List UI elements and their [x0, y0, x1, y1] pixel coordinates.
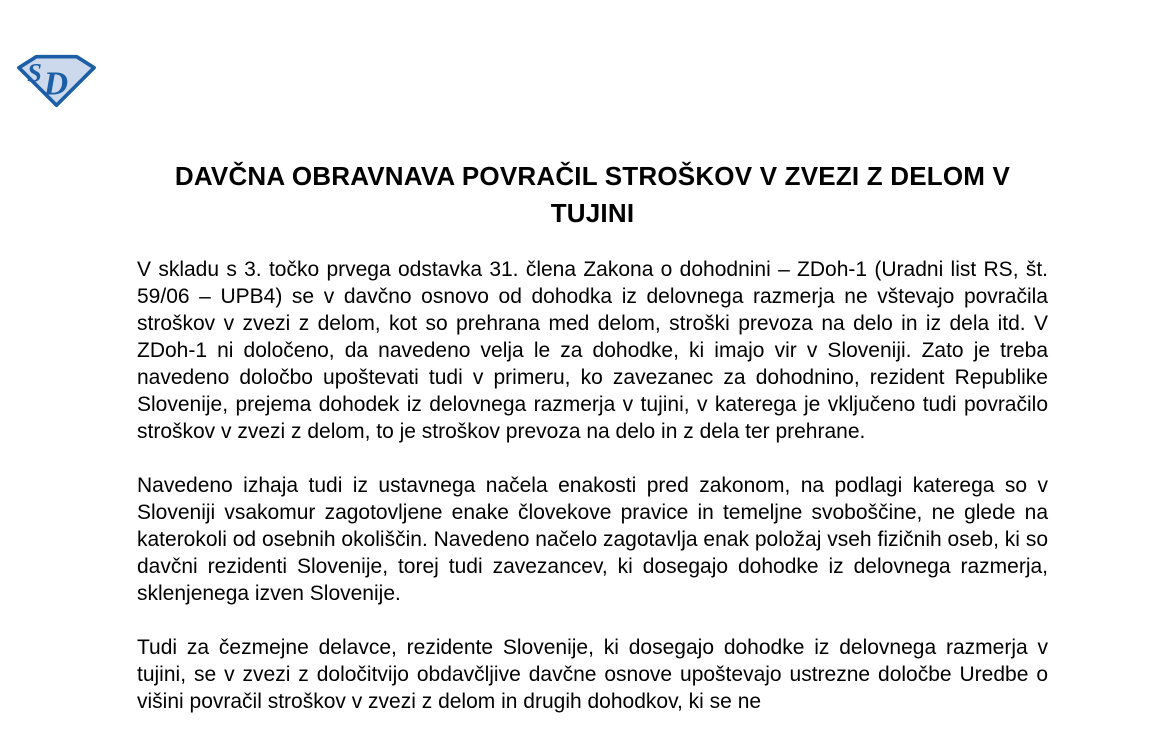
- logo-letter-s: S: [27, 57, 42, 88]
- paragraph-1: V skladu s 3. točko prvega odstavka 31. člena Zakona o dohodnini – ZDoh-1 (Uradni list RS, št. 59/06 – UPB4) se v davčno osnovo od dohodka iz delovnega razmerja ne vštevajo povračila stroškov v zvezi z delom, kot so prehrana med delom, stroški prevoza na delo in iz dela itd. V ZDoh-1 ni določeno, da navedeno velja le za dohodke, ki imajo vir v Sloveniji. Zato je treba navedeno določbo upoštevati tudi v primeru, ko zavezanec za dohodnino, rezident Republike Slovenije, prejema dohodek iz delovnega razmerja v tujini, v katerega je vključeno tudi povračilo stroškov v zvezi z delom, to je stroškov prevoza na delo in z dela ter prehrane.: [137, 258, 1048, 443]
- paragraph-2: Navedeno izhaja tudi iz ustavnega načela enakosti pred zakonom, na podlagi katerega so v Sloveniji vsakomur zagotovljene enake človekove pravice in temeljne svoboščine, ne glede na katerokoli od osebnih okoliščin. Navedeno načelo zagotavlja enak položaj vseh fizičnih oseb, ki so davčni rezidenti Slovenije, torej tudi zavezancev, ki dosegajo dohodke iz delovnega razmerja, sklenjenega izven Slovenije.: [137, 474, 1048, 605]
- logo-letter-d: D: [43, 65, 69, 103]
- document-body: [137, 256, 1048, 742]
- company-logo: [15, 53, 98, 108]
- paragraph-3: Tudi za čezmejne delavce, rezidente Slovenije, ki dosegajo dohodke iz delovnega razmerja v tujini, se v zvezi z določitvijo obdavčljive davčne osnove upoštevajo ustrezne določbe Uredbe o višini povračil stroškov v zvezi z delom in drugih dohodkov, ki se ne: [137, 636, 1048, 713]
- sd-shield-logo-icon: [15, 53, 98, 108]
- document-title: DAVČNA OBRAVNAVA POVRAČIL STROŠKOV V ZVEZI Z DELOM V TUJINI: [174, 161, 1011, 228]
